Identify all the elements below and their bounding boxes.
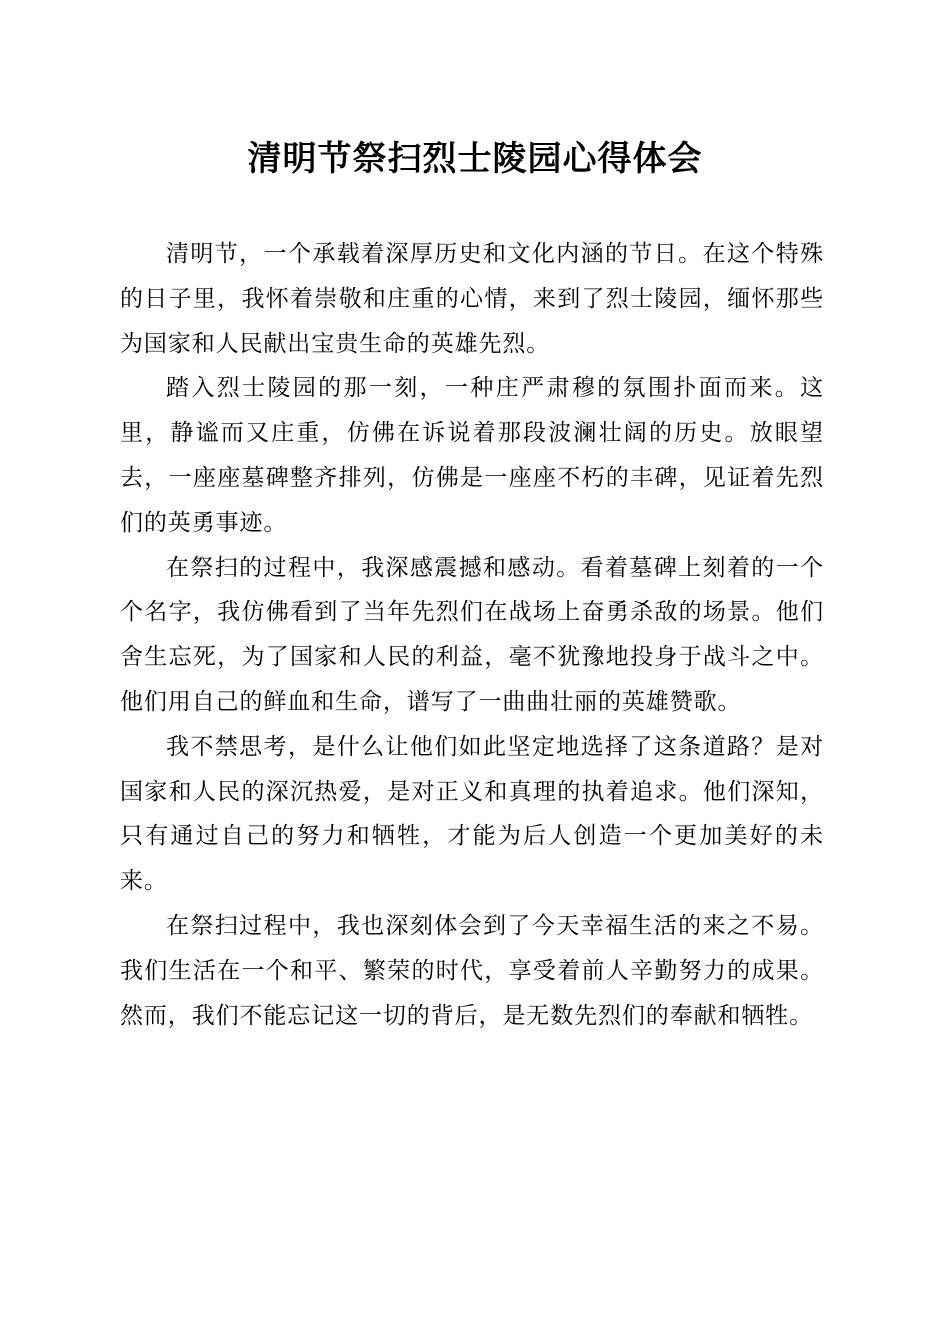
paragraph-5: 在祭扫过程中，我也深刻体会到了今天幸福生活的来之不易。我们生活在一个和平、繁荣的时代，享受着前人辛勤努力的成果。然而，我们不能忘记这一切的背后，是无数先烈们的奉献和牺牲。 bbox=[120, 912, 824, 1029]
document-title: 清明节祭扫烈士陵园心得体会 bbox=[247, 139, 703, 179]
paragraph-3: 在祭扫的过程中，我深感震撼和感动。看着墓碑上刻着的一个个名字，我仿佛看到了当年先烈们在战场上奋勇杀敌的场景。他们舍生忘死，为了国家和人民的利益，毫不犹豫地投身于战斗之中。他们用自己的鲜血和生命，谱写了一曲曲壮丽的英雄赞歌。 bbox=[120, 554, 824, 715]
paragraph-2: 踏入烈士陵园的那一刻，一种庄严肃穆的氛围扑面而来。这里，静谧而又庄重，仿佛在诉说着那段波澜壮阔的历史。放眼望去，一座座墓碑整齐排列，仿佛是一座座不朽的丰碑，见证着先烈们的英勇事迹。 bbox=[120, 375, 824, 536]
paragraph-1: 清明节，一个承载着深厚历史和文化内涵的节日。在这个特殊的日子里，我怀着崇敬和庄重的心情，来到了烈士陵园，缅怀那些为国家和人民献出宝贵生命的英雄先烈。 bbox=[120, 241, 824, 357]
document-body bbox=[120, 232, 824, 1038]
paragraph-4: 我不禁思考，是什么让他们如此坚定地选择了这条道路？是对国家和人民的深沉热爱，是对正义和真理的执着追求。他们深知，只有通过自己的努力和牺牲，才能为后人创造一个更加美好的未来。 bbox=[120, 733, 824, 895]
